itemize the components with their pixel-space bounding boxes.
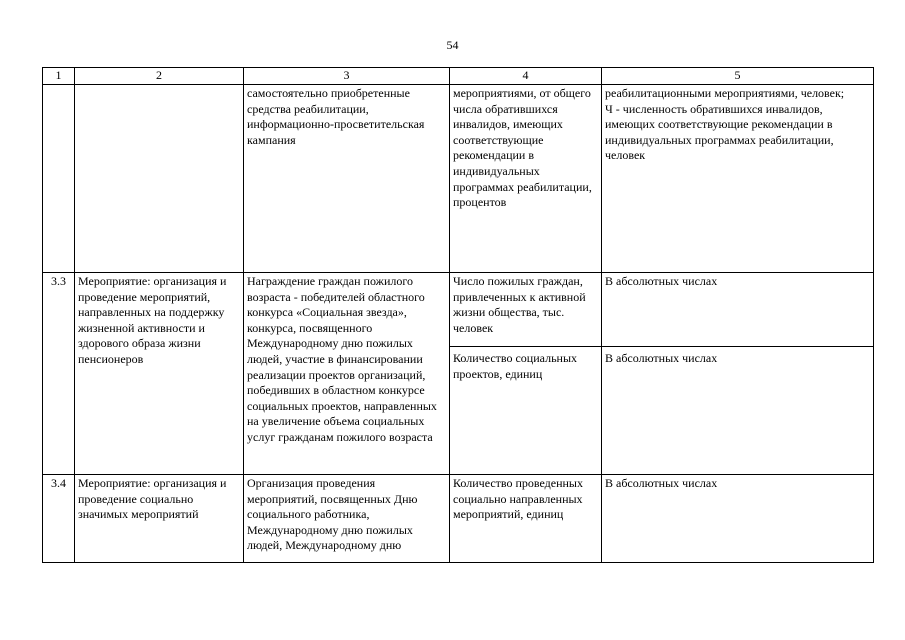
measure-cell: Мероприятие: организация и проведение мероприятий, направленных на поддержку жизненной активности и здорового образа жизни пенсионеров xyxy=(75,273,244,475)
method-cell: В абсолютных числах xyxy=(602,347,874,475)
method-cell xyxy=(602,85,874,273)
indicator-cell: Количество социальных проектов, единиц xyxy=(450,347,602,475)
indicator-cell: Число пожилых граждан, привлеченных к активной жизни общества, тыс. человек xyxy=(450,273,602,347)
header-cell-2: 2 xyxy=(75,68,244,85)
description-cell: Организация проведения мероприятий, посвященных Дню социального работника, Международному дню пожилых людей, Международному дню xyxy=(244,475,450,563)
table-row xyxy=(43,475,874,563)
page-number: 54 xyxy=(446,38,459,52)
header-cell-5: 5 xyxy=(602,68,874,85)
row-number: 3.4 xyxy=(43,475,75,563)
measure-cell xyxy=(75,85,244,273)
row-number: 3.3 xyxy=(43,273,75,475)
measures-table xyxy=(42,67,874,563)
description-cell: Награждение граждан пожилого возраста - победителей областного конкурса «Социальная звезда», конкурса, посвященного Международному дню пожилых людей, участие в финансировании реализации проектов организаций, победивших в областном конкурсе социальных проектов, направленных на увеличение объема социальных услуг гражданам пожилого возраста xyxy=(244,273,450,475)
header-row xyxy=(43,68,874,85)
method-cell: В абсолютных числах xyxy=(602,273,874,347)
description-cell: самостоятельно приобретенные средства реабилитации, информационно-просветительская кампания xyxy=(244,85,450,273)
indicator-cell: Количество проведенных социально направленных мероприятий, единиц xyxy=(450,475,602,563)
table-row xyxy=(43,85,874,273)
measure-cell: Мероприятие: организация и проведение социально значимых мероприятий xyxy=(75,475,244,563)
method-text-1: реабилитационными мероприятиями, человек; xyxy=(605,86,845,100)
header-cell-4: 4 xyxy=(450,68,602,85)
header-cell-1: 1 xyxy=(43,68,75,85)
method-cell: В абсолютных числах xyxy=(602,475,874,563)
indicator-cell: мероприятиями, от общего числа обратившихся инвалидов, имеющих соответствующие рекомендации в индивидуальных программах реабилитации, процентов xyxy=(450,85,602,273)
method-text-2: Ч - численность обратившихся инвалидов, имеющих соответствующие рекомендации в индивидуальных программах реабилитации, человек xyxy=(605,101,834,163)
header-cell-3: 3 xyxy=(244,68,450,85)
row-number xyxy=(43,85,75,273)
table-row xyxy=(43,273,874,347)
